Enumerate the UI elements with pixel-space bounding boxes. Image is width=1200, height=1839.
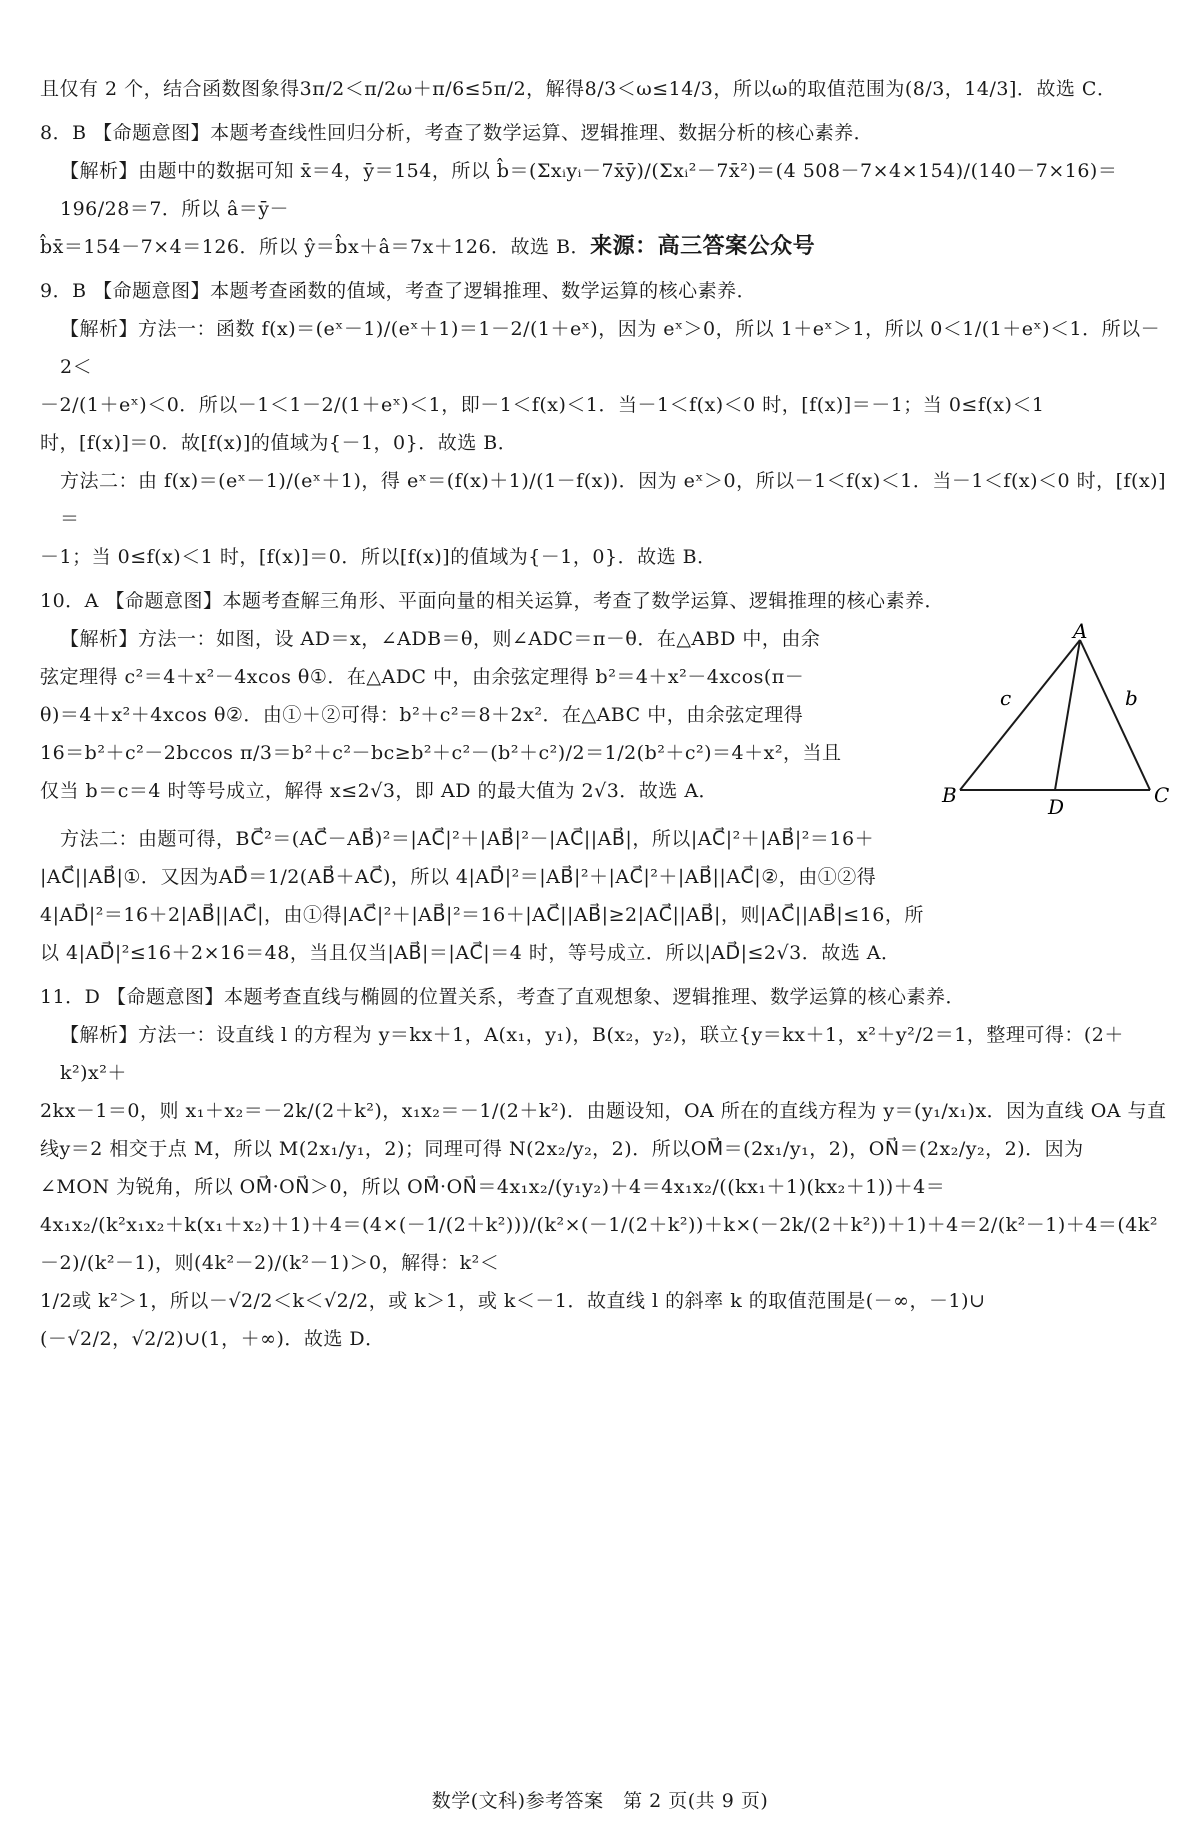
q11-solution-line-7: (－√2/2，√2/2)∪(1，＋∞)．故选 D．: [40, 1328, 385, 1350]
triangle-figure: [930, 620, 1170, 820]
q9-method2-line-1: 方法二：由 f(x)＝(eˣ－1)/(eˣ＋1)，得 eˣ＝(f(x)＋1)/(1－f(x))．因为 eˣ＞0，所以－1＜f(x)＜1．当－1＜f(x)＜0 时，[f(x)]＝: [60, 470, 1167, 530]
median-ad: [1055, 640, 1080, 790]
vertex-label-c: C: [1154, 783, 1170, 807]
q11-solution-line-5: 4x₁x₂/(k²x₁x₂＋k(x₁＋x₂)＋1)＋4＝(4×(－1/(2＋k²)))/(k²×(－1/(2＋k²))＋k×(－2k/(2＋k²))＋1)＋4＝2/(k²－1)＋4＝(4k²－2)/(k²－1)，则(4k²－2)/(k²－1)＞0，解得：k²＜: [40, 1214, 1159, 1274]
q10-method2-line-2: |AC⃗||AB⃗|①．又因为AD⃗＝1/2(AB⃗＋AC⃗)，所以 4|AD⃗|²＝|AB⃗|²＋|AC⃗|²＋|AB⃗||AC⃗|②，由①②得: [40, 866, 877, 888]
q10-method2-line-1: 方法二：由题可得，BC⃗²＝(AC⃗－AB⃗)²＝|AC⃗|²＋|AB⃗|²－|AC⃗||AB⃗|，所以|AC⃗|²＋|AB⃗|²＝16＋: [60, 828, 875, 850]
q10-method2-line-4: 以 4|AD⃗|²≤16＋2×16＝48，当且仅当|AB⃗|＝|AC⃗|＝4 时，等号成立．所以|AD⃗|≤2√3．故选 A．: [40, 942, 901, 964]
q8-solution-line-1: 【解析】由题中的数据可知 x̄＝4，ȳ＝154，所以 b̂＝(Σxᵢyᵢ－7x̄ȳ)/(Σxᵢ²－7x̄²)＝(4 508－7×4×154)/(140－7×16)＝196/28＝7．所以 â＝ȳ－: [60, 160, 1118, 220]
q11-solution-line-3: 线y＝2 相交于点 M，所以 M(2x₁/y₁，2)；同理可得 N(2x₂/y₂，2)．所以OM⃗＝(2x₁/y₁，2)，ON⃗＝(2x₂/y₂，2)．因为: [40, 1138, 1084, 1160]
page-footer: 数学(文科)参考答案 第 2 页(共 9 页): [431, 1790, 769, 1812]
q11-solution-line-6: 1/2或 k²＞1，所以－√2/2＜k＜√2/2，或 k＞1，或 k＜－1．故直线 l 的斜率 k 的取值范围是(－∞，－1)∪: [40, 1290, 986, 1312]
q9-method1-line-1: 【解析】方法一：函数 f(x)＝(eˣ－1)/(eˣ＋1)＝1－2/(1＋eˣ)，因为 eˣ＞0，所以 1＋eˣ＞1，所以 0＜1/(1＋eˣ)＜1．所以－2＜: [60, 318, 1161, 378]
q10-heading: 10．A 【命题意图】本题考查解三角形、平面向量的相关运算，考查了数学运算、逻辑推理的核心素养．: [40, 590, 944, 612]
q10-method1-line-2: 弦定理得 c²＝4＋x²－4xcos θ①．在△ADC 中，由余弦定理得 b²＝4＋x²－4xcos(π－: [40, 666, 805, 688]
side-label-c: c: [1000, 686, 1012, 710]
q10-method1-line-3: θ)＝4＋x²＋4xcos θ②．由①＋②可得：b²＋c²＝8＋2x²．在△ABC 中，由余弦定理得: [40, 704, 804, 726]
vertex-label-a: A: [1073, 620, 1088, 643]
q11-heading: 11．D 【命题意图】本题考查直线与椭圆的位置关系，考查了直观想象、逻辑推理、数学运算的核心素养．: [40, 986, 965, 1008]
side-ab: [960, 640, 1080, 790]
q9-method1-line-2: －2/(1＋eˣ)＜0．所以－1＜1－2/(1＋eˣ)＜1，即－1＜f(x)＜1．当－1＜f(x)＜0 时，[f(x)]＝－1；当 0≤f(x)＜1: [40, 394, 1045, 416]
q11-solution-line-4: ∠MON 为锐角，所以 OM⃗·ON⃗＞0，所以 OM⃗·ON⃗＝4x₁x₂/(y₁y₂)＋4＝4x₁x₂/((kx₁＋1)(kx₂＋1))＋4＝: [40, 1176, 946, 1198]
vertex-label-b: B: [942, 783, 957, 807]
q8-heading: 8．B 【命题意图】本题考查线性回归分析，考查了数学运算、逻辑推理、数据分析的核心素养．: [40, 122, 874, 144]
q7-continued-line: 且仅有 2 个，结合函数图象得3π/2＜π/2ω＋π/6≤5π/2，解得8/3＜ω≤14/3，所以ω的取值范围为(8/3，14/3]．故选 C．: [40, 78, 1117, 100]
answer-content: [40, 70, 1170, 1358]
q10-method1-line-5: 仅当 b＝c＝4 时等号成立，解得 x≤2√3，即 AD 的最大值为 2√3．故选 A．: [40, 780, 719, 802]
q10-method1-block: [40, 620, 1170, 820]
q9-heading: 9．B 【命题意图】本题考查函数的值域，考查了逻辑推理、数学运算的核心素养．: [40, 280, 757, 302]
source-note: 来源：高三答案公众号: [590, 234, 816, 259]
q8-solution-line-2: [40, 228, 1170, 266]
point-label-d: D: [1048, 795, 1065, 819]
q11-solution-line-1: 【解析】方法一：设直线 l 的方程为 y＝kx＋1，A(x₁，y₁)，B(x₂，y₂)，联立{y＝kx＋1，x²＋y²/2＝1，整理可得：(2＋k²)x²＋: [60, 1024, 1124, 1084]
q10-method1-line-1: 【解析】方法一：如图，设 AD＝x，∠ADB＝θ，则∠ADC＝π－θ．在△ABD 中，由余: [60, 628, 821, 650]
q8-conclusion: b̂x̄＝154－7×4＝126．所以 ŷ＝b̂x＋â＝7x＋126．故选 B．: [40, 236, 591, 258]
q9-method2-line-2: －1；当 0≤f(x)＜1 时，[f(x)]＝0．所以[f(x)]的值域为{－1，0}．故选 B．: [40, 546, 717, 568]
q10-method2-line-3: 4|AD⃗|²＝16＋2|AB⃗||AC⃗|，由①得|AC⃗|²＋|AB⃗|²＝16＋|AC⃗||AB⃗|≥2|AC⃗||AB⃗|，则|AC⃗||AB⃗|≤16，所: [40, 904, 924, 926]
side-ac: [1080, 640, 1150, 790]
q10-method1-text: [40, 620, 920, 810]
q9-method1-line-3: 时，[f(x)]＝0．故[f(x)]的值域为{－1，0}．故选 B．: [40, 432, 518, 454]
side-label-b: b: [1125, 686, 1138, 710]
q11-solution-line-2: 2kx－1＝0，则 x₁＋x₂＝－2k/(2＋k²)，x₁x₂＝－1/(2＋k²)．由题设知，OA 所在的直线方程为 y＝(y₁/x₁)x．因为直线 OA 与直: [40, 1100, 1167, 1122]
q10-method1-line-4: 16＝b²＋c²－2bccos π/3＝b²＋c²－bc≥b²＋c²－(b²＋c²)/2＝1/2(b²＋c²)＝4＋x²，当且: [40, 742, 842, 764]
